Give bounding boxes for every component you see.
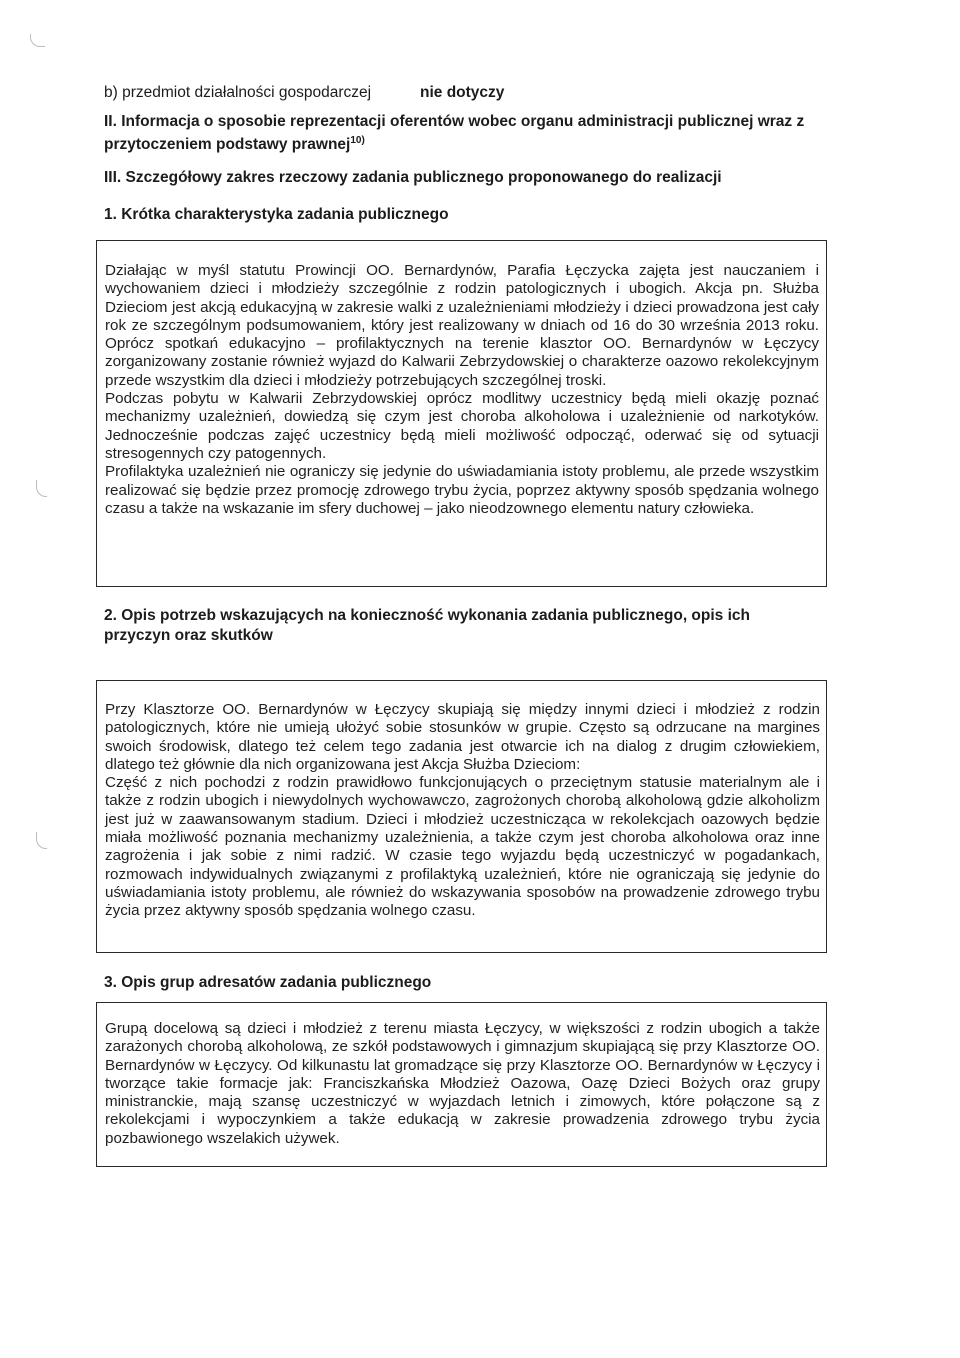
section-ii-text: II. Informacja o sposobie reprezentacji oferentów wobec organu administracji publicznej wraz z przytoczeniem podstawy prawnej bbox=[104, 113, 805, 154]
section-b-value: nie dotyczy bbox=[420, 84, 505, 101]
section-b-label: b) przedmiot działalności gospodarczej bbox=[104, 84, 372, 101]
paragraph: Podczas pobytu w Kalwarii Zebrzydowskiej oprócz modlitwy uczestnicy będą mieli okazję poznać mechanizmy uzależnień, dowiedzą się czym jest choroba alkoholowa i uzależnienie od narkotyków. Jednocześnie podczas zajęć uczestnicy będą mieli możliwość odpocząć, oderwać się od sytuacji stresogennych czy patogennych. bbox=[105, 390, 819, 462]
section-ii-heading bbox=[104, 112, 824, 154]
point-1-text-box bbox=[96, 240, 827, 587]
footnote-marker: 10) bbox=[350, 135, 365, 146]
point-1-heading: 1. Krótka charakterystyka zadania publicznego bbox=[104, 206, 449, 223]
paragraph: Przy Klasztorze OO. Bernardynów w Łęczycy skupiają się między innymi dzieci i młodzież z rodzin patologicznych, które nie umieją ułożyć sobie stosunków w grupie. Często są odrzucane na margines swoich środowisk, dlatego też celem tego zadania jest otwarcie ich na dialog z drugim człowiekiem, dlatego też głównie dla nich organizowana jest Akcja Służba Dzieciom: bbox=[105, 701, 820, 773]
scan-mark bbox=[36, 832, 47, 849]
paragraph: Grupą docelową są dzieci i młodzież z terenu miasta Łęczycy, w większości z rodzin ubogich a także zarażonych chorobą alkoholową, ze szkół podstawowych i gimnazjum skupiającą się przy Klasztorze OO. Bernardynów w Łęczycy. Od kilkunastu lat gromadzące się przy Klasztorze OO. Bernardynów w Łęczycy i tworzące takie formacje jak: Franciszkańska Młodzież Oazowa, Oazę Dzieci Bożych oraz grupy ministranckie, mają szansę uczestniczyć w wyjazdach letnich i zimowych, które połączone są z rekolekcjami i wypoczynkiem a także edukacją w zakresie prowadzenia zdrowego trybu życia pozbawionego wszelakich używek. bbox=[105, 1020, 820, 1147]
section-b-line bbox=[104, 84, 505, 102]
point-3-text-box bbox=[96, 1002, 827, 1167]
point-2-heading: 2. Opis potrzeb wskazujących na konieczność wykonania zadania publicznego, opis ich przyczyn oraz skutków bbox=[104, 607, 750, 644]
section-iii-heading: III. Szczegółowy zakres rzeczowy zadania publicznego proponowanego do realizacji bbox=[104, 169, 722, 186]
point-2-text-box bbox=[96, 680, 827, 953]
paragraph: Część z nich pochodzi z rodzin prawidłowo funkcjonujących o przeciętnym statusie materialnym ale i także z rodzin ubogich i niewydolnych wychowawczo, zagrożonych chorobą alkoholową gdzie alkoholizm jest już w zaawansowanym stadium. Dzieci i młodzież uczestnicząca w rekolekcjach oazowych będzie miała możliwość poznania mechanizmy uzależnienia, a także czym jest choroba alkoholowa oraz inne zagrożenia i jak sobie z nimi radzić. W czasie tego wyjazdu będą uczestniczyć w pogadankach, rozmowach indywidualnych związanymi z profilaktyką uzależnień, które nie ograniczają się jedynie do uświadamiania istoty problemu, ale również do wskazywania sposobów na prowadzenie zdrowego trybu życia przez aktywny sposób spędzania wolnego czasu. bbox=[105, 774, 820, 920]
scan-mark bbox=[30, 34, 45, 47]
scan-mark bbox=[36, 480, 47, 497]
point-3-heading: 3. Opis grup adresatów zadania publicznego bbox=[104, 974, 432, 991]
paragraph: Działając w myśl statutu Prowincji OO. Bernardynów, Parafia Łęczycka zajęta jest nauczaniem i wychowaniem dzieci i młodzieży szczególnie z rodzin patologicznych i ubogich. Akcja pn. Służba Dzieciom jest akcją edukacyjną w zakresie walki z uzależnieniami młodzieży i dzieci prowadzona jest cały rok ze szczególnym podsumowaniem, który jest realizowany w dniach od 16 do 30 września 2013 roku. Oprócz spotkań edukacyjno – profilaktycznych na terenie klasztor OO. Bernardynów w Łęczycy zorganizowany zostanie również wyjazd do Kalwarii Zebrzydowskiej o charakterze oazowo rekolekcyjnym przede wszystkim dla dzieci i młodzieży potrzebujących szczególnej troski. bbox=[105, 262, 819, 389]
paragraph: Profilaktyka uzależnień nie ograniczy się jedynie do uświadamiania istoty problemu, ale przede wszystkim realizować się będzie przez promocję zdrowego trybu życia, poprzez aktywny sposób spędzania wolnego czasu a także na wskazanie im sfery duchowej – jako nieodzownego elementu natury człowieka. bbox=[105, 463, 819, 517]
